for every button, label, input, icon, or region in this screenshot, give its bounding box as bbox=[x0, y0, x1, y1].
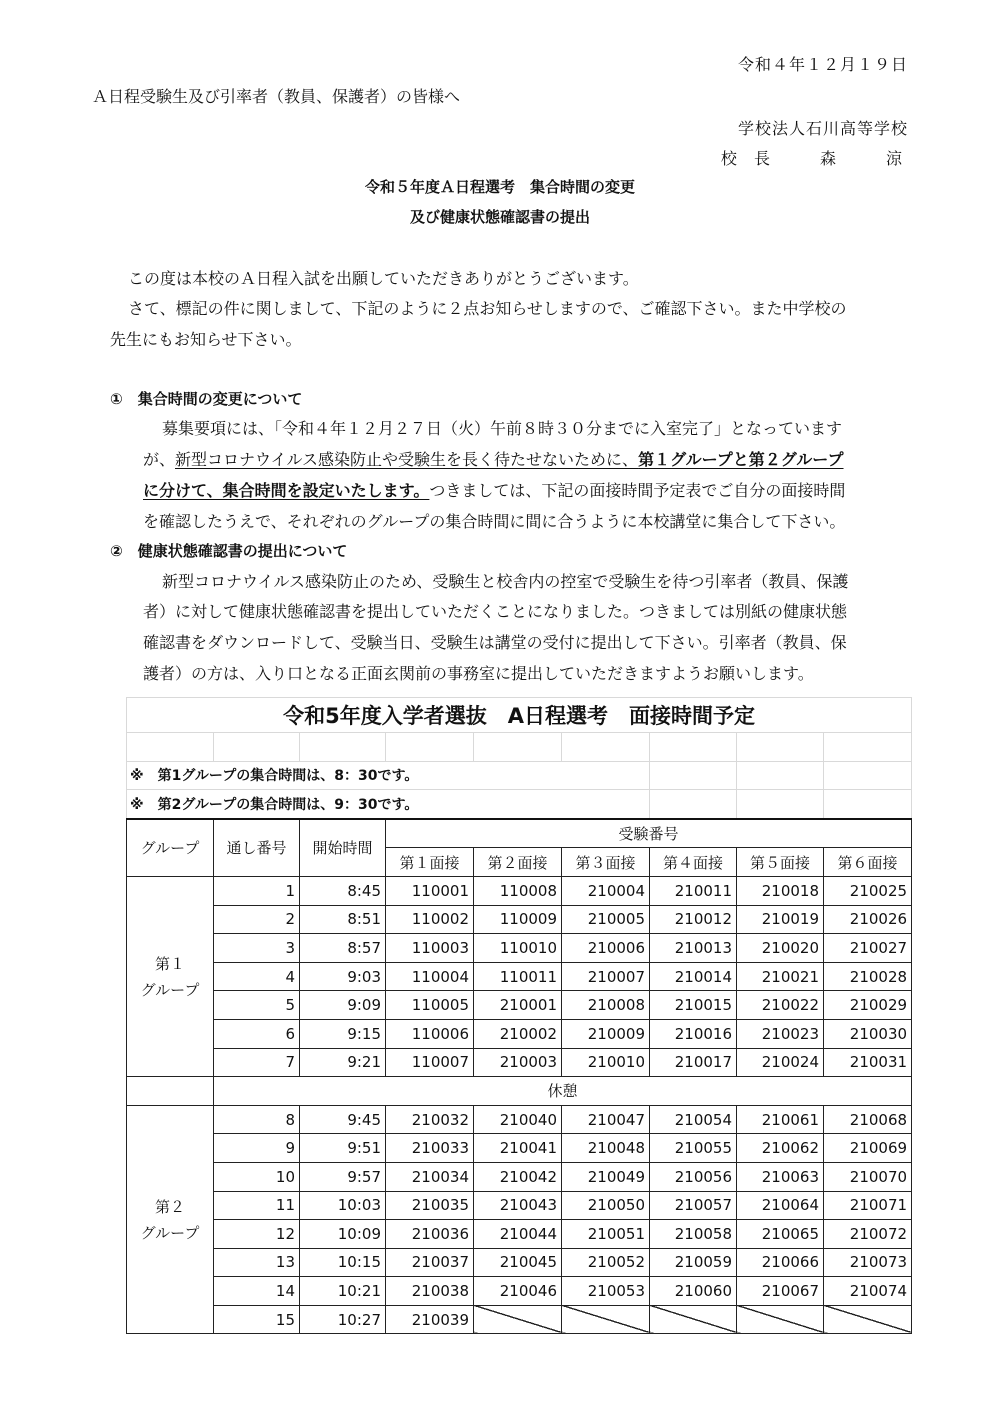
exam-number-cell: 210035 bbox=[386, 1191, 474, 1220]
exam-number-cell: 210018 bbox=[737, 876, 824, 905]
start-time-cell: 9:51 bbox=[300, 1134, 386, 1163]
start-time-cell: 8:51 bbox=[300, 905, 386, 934]
table-row bbox=[127, 934, 912, 963]
start-time-cell: 10:09 bbox=[300, 1220, 386, 1249]
exam-number-cell: 210065 bbox=[737, 1220, 824, 1249]
exam-number-cell: 210053 bbox=[562, 1277, 650, 1306]
table-row bbox=[127, 1162, 912, 1191]
table-row bbox=[127, 1191, 912, 1220]
schedule-title: 令和5年度入学者選抜 A日程選考 面接時間予定 bbox=[127, 698, 912, 733]
room-header-2: 第２面接 bbox=[474, 848, 562, 877]
exam-number-cell: 210052 bbox=[562, 1248, 650, 1277]
exam-number-cell: 210011 bbox=[650, 876, 737, 905]
exam-number-cell: 210050 bbox=[562, 1191, 650, 1220]
addressee: Ａ日程受験生及び引率者（教員、保護者）の皆様へ bbox=[92, 87, 461, 106]
exam-number-cell: 210066 bbox=[737, 1248, 824, 1277]
intro-line-3: 先生にもお知らせ下さい。 bbox=[110, 330, 302, 349]
seq-cell: 5 bbox=[214, 991, 300, 1020]
group2-assembly-note: ※ 第2グループの集合時間は、9：30です。 bbox=[127, 790, 562, 819]
start-time-cell: 10:27 bbox=[300, 1305, 386, 1334]
exam-number-cell: 210056 bbox=[650, 1162, 737, 1191]
exam-number-cell: 210042 bbox=[474, 1162, 562, 1191]
school-name: 学校法人石川高等学校 bbox=[737, 119, 908, 138]
break-row bbox=[127, 1077, 912, 1106]
start-time-cell: 10:03 bbox=[300, 1191, 386, 1220]
exam-number-cell: 210072 bbox=[824, 1220, 912, 1249]
exam-number-cell: 210005 bbox=[562, 905, 650, 934]
start-time-cell: 9:09 bbox=[300, 991, 386, 1020]
table-row bbox=[127, 876, 912, 905]
exam-number-cell: 210041 bbox=[474, 1134, 562, 1163]
start-time-cell: 9:45 bbox=[300, 1105, 386, 1134]
exam-number-cell: 210044 bbox=[474, 1220, 562, 1249]
seq-cell: 4 bbox=[214, 962, 300, 991]
document-subtitle: 及び健康状態確認書の提出 bbox=[409, 208, 590, 226]
col-header-start-time: 開始時間 bbox=[300, 819, 386, 877]
seq-cell: 6 bbox=[214, 1019, 300, 1048]
group1-assembly-note: ※ 第1グループの集合時間は、8：30です。 bbox=[127, 761, 562, 790]
exam-number-cell: 210073 bbox=[824, 1248, 912, 1277]
exam-number-cell: 210061 bbox=[737, 1105, 824, 1134]
exam-number-cell: 210016 bbox=[650, 1019, 737, 1048]
table-row bbox=[127, 1220, 912, 1249]
seq-cell: 3 bbox=[214, 934, 300, 963]
exam-number-cell: 210067 bbox=[737, 1277, 824, 1306]
exam-number-cell: 210060 bbox=[650, 1277, 737, 1306]
exam-number-cell: 210022 bbox=[737, 991, 824, 1020]
exam-number-cell: 210013 bbox=[650, 934, 737, 963]
room-header-3: 第３面接 bbox=[562, 848, 650, 877]
start-time-cell: 9:57 bbox=[300, 1162, 386, 1191]
exam-number-cell: 210003 bbox=[474, 1048, 562, 1077]
exam-number-cell: 210036 bbox=[386, 1220, 474, 1249]
exam-number-cell: 110001 bbox=[386, 876, 474, 905]
table-row bbox=[127, 1134, 912, 1163]
seq-cell: 14 bbox=[214, 1277, 300, 1306]
exam-number-cell: 210048 bbox=[562, 1134, 650, 1163]
start-time-cell: 9:03 bbox=[300, 962, 386, 991]
exam-number-cell: 210040 bbox=[474, 1105, 562, 1134]
exam-number-cell: 110005 bbox=[386, 991, 474, 1020]
exam-number-cell: 110009 bbox=[474, 905, 562, 934]
start-time-cell: 8:45 bbox=[300, 876, 386, 905]
break-label: 休憩 bbox=[214, 1077, 912, 1106]
section2-line-1: 新型コロナウイルス感染防止のため、受験生と校舎内の控室で受験生を待つ引率者（教員、保護 bbox=[162, 572, 849, 591]
start-time-cell: 10:21 bbox=[300, 1277, 386, 1306]
exam-number-cell: 210046 bbox=[474, 1277, 562, 1306]
exam-number-cell: 210028 bbox=[824, 962, 912, 991]
exam-number-cell: 210063 bbox=[737, 1162, 824, 1191]
exam-number-cell: 210069 bbox=[824, 1134, 912, 1163]
exam-number-cell: 210010 bbox=[562, 1048, 650, 1077]
exam-number-cell: 210068 bbox=[824, 1105, 912, 1134]
exam-number-cell: 210034 bbox=[386, 1162, 474, 1191]
exam-number-cell: 210032 bbox=[386, 1105, 474, 1134]
section1-line-2a: が、 bbox=[143, 450, 176, 469]
exam-number-cell: 210024 bbox=[737, 1048, 824, 1077]
empty-slot-cell bbox=[737, 1305, 824, 1334]
exam-number-cell: 210017 bbox=[650, 1048, 737, 1077]
exam-number-cell: 210004 bbox=[562, 876, 650, 905]
exam-number-cell: 210055 bbox=[650, 1134, 737, 1163]
exam-number-cell: 210059 bbox=[650, 1248, 737, 1277]
exam-number-cell: 110004 bbox=[386, 962, 474, 991]
exam-number-cell: 210020 bbox=[737, 934, 824, 963]
exam-number-cell: 210023 bbox=[737, 1019, 824, 1048]
section1-line-2c: 第１グループと第２グループ bbox=[638, 450, 844, 469]
interview-schedule-table bbox=[126, 697, 912, 1334]
table-row bbox=[127, 905, 912, 934]
room-header-5: 第５面接 bbox=[737, 848, 824, 877]
room-header-6: 第６面接 bbox=[824, 848, 912, 877]
exam-number-cell: 210025 bbox=[824, 876, 912, 905]
table-row bbox=[127, 991, 912, 1020]
spacer-row bbox=[127, 733, 912, 762]
group2-label: 第２ グループ bbox=[127, 1105, 214, 1334]
issue-date: 令和４年１２月１９日 bbox=[737, 55, 908, 74]
exam-number-cell: 210062 bbox=[737, 1134, 824, 1163]
exam-number-cell: 210049 bbox=[562, 1162, 650, 1191]
exam-number-cell: 110007 bbox=[386, 1048, 474, 1077]
table-row bbox=[127, 1019, 912, 1048]
empty-slot-cell bbox=[824, 1305, 912, 1334]
seq-cell: 9 bbox=[214, 1134, 300, 1163]
table-row bbox=[127, 1248, 912, 1277]
exam-number-cell: 210002 bbox=[474, 1019, 562, 1048]
exam-number-cell: 210021 bbox=[737, 962, 824, 991]
exam-number-cell: 210001 bbox=[474, 991, 562, 1020]
principal-name: 校 長 森 涼 bbox=[720, 149, 908, 168]
seq-cell: 12 bbox=[214, 1220, 300, 1249]
section1-heading: ① 集合時間の変更について bbox=[110, 390, 303, 408]
exam-number-cell: 110010 bbox=[474, 934, 562, 963]
exam-number-cell: 210051 bbox=[562, 1220, 650, 1249]
seq-cell: 1 bbox=[214, 876, 300, 905]
section2-line-4: 護者）の方は、入り口となる正面玄関前の事務室に提出していただきますようお願いします。 bbox=[143, 664, 814, 683]
exam-number-cell: 210030 bbox=[824, 1019, 912, 1048]
exam-number-cell: 210008 bbox=[562, 991, 650, 1020]
exam-number-cell: 210074 bbox=[824, 1277, 912, 1306]
section1-line-2 bbox=[143, 447, 844, 470]
intro-line-1: この度は本校のＡ日程入試を出願していただきありがとうございます。 bbox=[128, 269, 639, 288]
exam-number-cell: 210038 bbox=[386, 1277, 474, 1306]
exam-number-cell: 210057 bbox=[650, 1191, 737, 1220]
col-header-group: グループ bbox=[127, 819, 214, 877]
seq-cell: 11 bbox=[214, 1191, 300, 1220]
exam-number-cell: 110006 bbox=[386, 1019, 474, 1048]
exam-number-cell: 210037 bbox=[386, 1248, 474, 1277]
col-header-seq: 通し番号 bbox=[214, 819, 300, 877]
start-time-cell: 8:57 bbox=[300, 934, 386, 963]
seq-cell: 13 bbox=[214, 1248, 300, 1277]
break-empty-cell bbox=[127, 1077, 214, 1106]
exam-number-cell: 210058 bbox=[650, 1220, 737, 1249]
seq-cell: 15 bbox=[214, 1305, 300, 1334]
empty-slot-cell bbox=[562, 1305, 650, 1334]
exam-number-cell: 110003 bbox=[386, 934, 474, 963]
exam-number-cell: 210006 bbox=[562, 934, 650, 963]
exam-number-cell: 210043 bbox=[474, 1191, 562, 1220]
exam-number-cell: 210064 bbox=[737, 1191, 824, 1220]
exam-number-cell: 210015 bbox=[650, 991, 737, 1020]
col-header-exam-number: 受験番号 bbox=[386, 819, 912, 848]
seq-cell: 2 bbox=[214, 905, 300, 934]
section2-line-3: 確認書をダウンロードして、受験当日、受験生は講堂の受付に提出して下さい。引率者（教員、保 bbox=[143, 633, 847, 652]
exam-number-cell: 110002 bbox=[386, 905, 474, 934]
exam-number-cell: 210054 bbox=[650, 1105, 737, 1134]
exam-number-cell: 210047 bbox=[562, 1105, 650, 1134]
seq-cell: 7 bbox=[214, 1048, 300, 1077]
exam-number-cell: 110008 bbox=[474, 876, 562, 905]
table-row bbox=[127, 1105, 912, 1134]
section1-line-3a: に分けて、集合時間を設定いたします。 bbox=[143, 481, 430, 500]
seq-cell: 10 bbox=[214, 1162, 300, 1191]
section1-line-2b: 新型コロナウイルス感染防止や受験生を長く待たせないために、 bbox=[175, 450, 639, 469]
exam-number-cell: 210012 bbox=[650, 905, 737, 934]
exam-number-cell: 210039 bbox=[386, 1305, 474, 1334]
exam-number-cell: 210071 bbox=[824, 1191, 912, 1220]
table-row bbox=[127, 1305, 912, 1334]
section2-line-2: 者）に対して健康状態確認書を提出していただくことになりました。つきましては別紙の健康状態 bbox=[143, 602, 848, 621]
start-time-cell: 9:21 bbox=[300, 1048, 386, 1077]
section1-line-1: 募集要項には、「令和４年１２月２７日（火）午前８時３０分までに入室完了」となっています bbox=[162, 419, 843, 438]
exam-number-cell: 210026 bbox=[824, 905, 912, 934]
table-row bbox=[127, 962, 912, 991]
exam-number-cell: 110011 bbox=[474, 962, 562, 991]
table-row bbox=[127, 1277, 912, 1306]
empty-slot-cell bbox=[650, 1305, 737, 1334]
exam-number-cell: 210029 bbox=[824, 991, 912, 1020]
room-header-4: 第４面接 bbox=[650, 848, 737, 877]
exam-number-cell: 210031 bbox=[824, 1048, 912, 1077]
start-time-cell: 10:15 bbox=[300, 1248, 386, 1277]
section1-line-3 bbox=[143, 478, 845, 501]
exam-number-cell: 210019 bbox=[737, 905, 824, 934]
exam-number-cell: 210045 bbox=[474, 1248, 562, 1277]
exam-number-cell: 210007 bbox=[562, 962, 650, 991]
section2-heading: ② 健康状態確認書の提出について bbox=[110, 542, 348, 560]
empty-slot-cell bbox=[474, 1305, 562, 1334]
exam-number-cell: 210070 bbox=[824, 1162, 912, 1191]
start-time-cell: 9:15 bbox=[300, 1019, 386, 1048]
room-header-1: 第１面接 bbox=[386, 848, 474, 877]
table-row bbox=[127, 1048, 912, 1077]
section1-line-4: を確認したうえで、それぞれのグループの集合時間に間に合うように本校講堂に集合して下さい。 bbox=[143, 512, 846, 531]
seq-cell: 8 bbox=[214, 1105, 300, 1134]
exam-number-cell: 210014 bbox=[650, 962, 737, 991]
exam-number-cell: 210033 bbox=[386, 1134, 474, 1163]
exam-number-cell: 210027 bbox=[824, 934, 912, 963]
group1-label: 第１ グループ bbox=[127, 876, 214, 1076]
document-title: 令和５年度Ａ日程選考 集合時間の変更 bbox=[364, 178, 635, 196]
intro-line-2: さて、標記の件に関しまして、下記のように２点お知らせしますので、ご確認下さい。また中学校の bbox=[128, 299, 847, 318]
section1-line-3b: つきましては、下記の面接時間予定表でご自分の面接時間 bbox=[429, 481, 846, 500]
exam-number-cell: 210009 bbox=[562, 1019, 650, 1048]
